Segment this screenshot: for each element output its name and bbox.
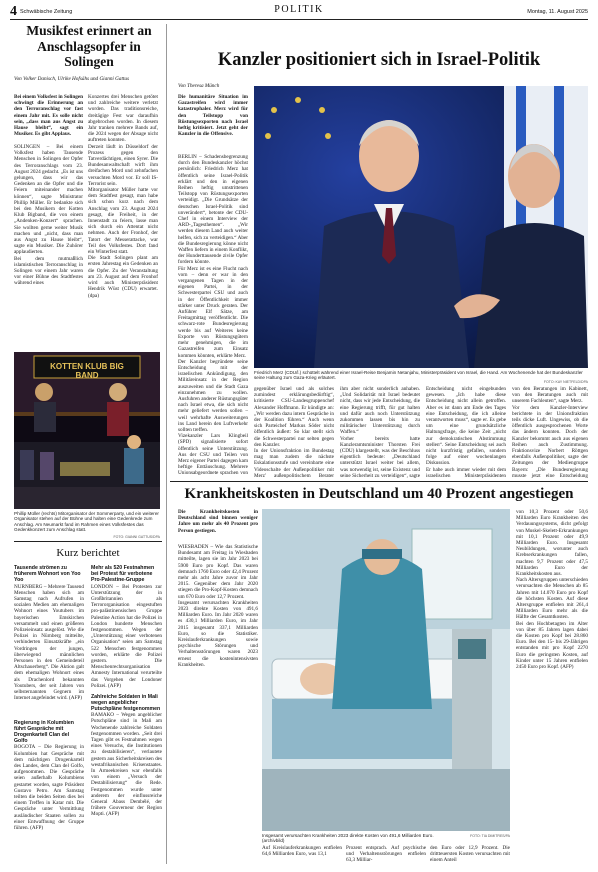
- krankheit-body-col5: von 10,3 Prozent oder 50,6 Milliarden Euro Krankheiten des Verdauungssystems, dicht gefolgt von Muskel-Skelett-Erkrankungen mit 10,1 Prozent oder 49,9 Milliarden Euro. Insgesamt Neubildungen, worunter auch Krebserkrankungen fallen, machten 9,7 Prozent oder 47,5 Milliarden Euro der Krankheitskosten aus. Nach Altersgruppen unterschieden verursachten die Menschen ab 85 Jahren mit 14.070 Euro pro Kopf die höchsten Kosten. Auf diese Altersgruppe entfielen mit 261,4 Milliarden Euro mehr als die Hälfte der Gesamtkosten. Bei den Hochbetagten im Alter von über 85 Jahren lagen dabei die Kosten pro Kopf bei 28.860 Euro. Bei den 15- bis 29-Jährigen entstanden mit pro Kopf 2270 Euro die geringsten Kosten, auf Kinder unter 15 Jahren entfielen 2450 Euro pro Kopf. (AFP): [516, 509, 588, 671]
- israel-body-col2: gegenüber Israel und als solches zumindest erklärungsbedürftig“, kritisierte CSU-Landesgruppenchef Alexander Hoffmann. Er kündigte an: „Wir werden dazu intern Gespräche in der Koalition führen.“ Auch wenn sich Parteichef Markus Söder nicht öffentlich äußert: So klar stellt sich die Schwesterpartei nur selten gegen den Kanzler. In der Unionsfraktion im Bundestag mag man zudem die nächste Eskalationsstufe und vereinbarte eine Videoschalte der Außenpolitiker mit Merz' außenpolitischem Berater: [254, 386, 334, 478]
- solingen-caption: Phillip Müller (rechts) Mitorganisator der Sommerparty, und ein weiterer Organisator stehen auf der Bühne und halten eine Gedenkrede zum Anschlag. Am Neumarkt fand im Rahmen eines Volksfestes das Gedenkkonzert zum Anschlag statt.: [14, 511, 159, 533]
- krankheit-credit: FOTO: TIA DIMITRES/PA: [470, 834, 510, 838]
- solingen-byline: Von Volker Danisch, Ulrike Hofsähs und Gianni Gattus: [14, 76, 129, 82]
- kurz-item-body: BAMAKO – Wegen angeblicher Putschpläne sind in Mali am Wochenende zahlreiche Soldaten festgenommen worden. „Seit drei Tagen gibt es Festnahmen wegen eines Versuchs, die Institutionen zu destabilisieren“, verlautete gestern aus Sicherheitskreisen des westafrikanischen Krisenstaates. In Armeekreisen war ebenfalls von einem „Versuch der Destabilisierung“ die Rede. Festgenommen wurde unter anderem der einflussreiche General Abass Dembélé, der frühere Gouverneur der Region Mopti. (AFP): [91, 712, 162, 818]
- solingen-credit: FOTO: GIANNI GATTUS/DPA: [113, 535, 160, 539]
- israel-credit: FOTO: KAY NIETFELD/DPA: [543, 380, 588, 384]
- israel-body-col1: BERLIN – Schadensbegrenzung durch den Bundeskanzler höchst persönlich: Friedrich Merz hat öffentlich seine Israel-Politik erklärt und den in eigenen Reihen heftig umstrittenen Teilstopp von Rüstungsexporten verteidigt. „Die Grundsätze der deutschen Israel-Politik sind unverändert“, betonte der CDU-Chef in einem Interview der ARD-„Tagesthemen“. „Wir werden diesem Land auch weiter helfen, sich zu verteidigen.“ Aber die Bundesregierung könne nicht Waffen liefern in einem Konflikt, der Hunderttausende zivile Opfer fordern könnte. Für Merz ist es eine Flucht nach vorn – denn er war in den vergangenen Tagen in der eigenen Partei, in der Schwesterpartei CSU und auch in der Öffentlichkeit immer stärker unter Druck geraten. Der Anführer Elf Sätze, am Freitagmittag veröffentlicht. Die schwarz-rote Bundesregierung werde bis auf Weiteres keine Exporte von Rüstungsgütern mehr genehmigen, die im Gazastreifen zum Einsatz kommen könnten, erklärte Merz. Der Kanzler begründete seine Entscheidung mit der israelischen Ankündigung, den Militäreinsatz in der Region auszuweiten und die Stadt Gaza einzunehmen zu wollen. Ausfuhren anderer Rüstungsgüter nach Israel etwa, die sich nicht mehr geliefert werden sollen – weil wehrhafte Ausweiterungen ins Land herein den Luftverkehr sollten treffen. Vizekanzler Lars Klingbeil (SPD) signalisierte sofort öffentlich seine Unterstützung. Aus der CSU und Teilen von Merz eigener Partei dagegen kam heftige Enttäuschung. Mehrere Unionsabgeordnete sprachen von: [178, 154, 248, 476]
- page-number: 4: [10, 4, 17, 19]
- solingen-photo: [14, 352, 160, 509]
- kurz-item-title: Zahlreiche Soldaten in Mali wegen angeblicher Putschpläne festgenommen: [91, 693, 161, 713]
- kurz-heading: Kurz berichtet: [56, 547, 120, 559]
- kurz-col2: [91, 565, 162, 865]
- handshake-illustration: [254, 86, 588, 368]
- kurz-item-title: Tausende strömen zu früherem Wohnort von Yoo Yoo: [14, 565, 81, 584]
- kurz-col1: [14, 565, 84, 865]
- krankheit-headline: Krankheitskosten in Deutschland um 40 Prozent angestiegen: [184, 486, 574, 502]
- hospital-illustration: [262, 509, 510, 831]
- solingen-body-col1: SOLINGEN – Bei einem Volksfest haben Tausende Menschen in Solingen der Opfer des Terroranschlags vom 23. August 2024 gedacht. „Es ist uns gelungen, dass wir das Gedenken an die Opfer und die Feiern miteinander machen können“, sagte Ministrator Phillip Müller. Er bedankte sich bei den Musikern der Kotten Klub Bigband, die von einem „Andenken-Konzert“ sprachen. Sie wollten gerne weiter Musik machen und „nicht, dass man aus Angst zu Hause bleibt“, sagte ein Musiker. Die Zuhörer applaudierten. Bei dem mutmaßlich islamistischen Terroranschlag in Solingen vor einem Jahr waren vor einer Bühne des Stadtfestes während eines: [14, 144, 83, 287]
- israel-lead: Die humanitäre Situation im Gazastreifen wird immer katastrophaler. Merz wird für den Teilstopp von Rüstungsexporten nach Israel heftig kritisiert. Jetzt geht der Kanzler in die Offensive.: [178, 94, 248, 138]
- column-divider: [166, 24, 167, 864]
- israel-body-col5: von den Beratungen im Kabinett, von den Beratungen auch mit unserem Fachleuten“, sagte Merz. Vor dem Kanzler-Interview berichtete in der Unionsfraktion teils dicke Luft. Ungewiss, ob die öffentlich ausgesprochenen Worte das ändern konnten. Doch der Kanzler bekommt auch aus eigenen Reihen auch Zustimmung. Fraktionsvize Norbert Röttgen ebenfalls Außenpolitiker, sagte der Zeitungen der Mediengruppe Bayern: „Die Bundesregierung musste jetzt eine Entscheidung: [512, 386, 588, 478]
- krankheit-body-col3: Prozent entsprach. Auf psychische und Verhaltensstörungen entfielen 63,3 Milliar-: [346, 845, 426, 864]
- krankheit-body-col1: WIESBADEN – Wie das Statistische Bundesamt am Freitag in Wiesbaden mitteilte, lagen sie im Jahr 2023 bei 5900 Euro pro Kopf. Das waren demnach 1760 Euro oder 42,4 Prozent mehr als acht Jahre zuvor im Jahr 2015. Gegenüber dem Jahr 2020 stiegen die Pro-Kopf-Kosten demnach um 670 Euro oder 12,7 Prozent. Insgesamt verursachten Krankheiten 2023 direkte Kosten von 491,6 Milliarden Euro. Im Jahr 2020 waren es 430,1 Milliarden Euro, im Jahr 2015 insgesamt 337,1 Milliarden Euro, so die Statistiker. Kreislauferkrankungen sowie psychische Störungen und Verhaltensstörungen waren 2023 erneut die kostenintensivsten Krankheiten.: [178, 544, 258, 668]
- article-separator: [170, 481, 588, 482]
- solingen-body-col2: Konzertes drei Menschen getötet und zahlreiche weitere verletzt worden. Das traditionsreiche, dreitägige Fest war daraufhin abgebrochen worden. In diesem Jahr tranken mehrere Bands auf, die 2024 wegen der Absage nicht auftreten konnten. Derzeit läuft in Düsseldorf der Prozess gegen den Tatverdächtigen, einen Syrer. Die Bundesanwaltschaft wirft ihm dreifachen Mord und zehnfachen versuchten Mord vor. Er soll IS-Terrorist sein. Mitorganisator Müller hatte vor dem Stadtfest gesagt, man habe sich schon kurz nach dem Anschlag vom 23. August 2024 gesagt, die Freiheit, in der Innenstadt zu feiern, lasse man sich durch ein Attentat nicht nehmen. Auch der Fronhof, der Tatort der Messerattacke, war Teil des Volksfestes. Dort fand ein Winterfest statt. Die Stadt Solingen plant am ersten Jahrestag ein Gedenken an die Opfer. Zu der Veranstaltung am 23. August auf dem Fronhof wird auch Ministerpräsident Hendrik Wüst (CDU) erwartet. (dpa): [88, 94, 158, 299]
- kurz-item-title: Regierung in Kolumbien führt Gespräche mit Drogenkartell Clan del Golfo: [14, 719, 74, 745]
- big-band-sign: KOTTEN KLUB BIG BAND: [50, 362, 124, 380]
- israel-caption: Friedrich Merz (CDU/l.) schüttelt während einer Israel-Reise Benjamin Netanjahu, Ministerpräsident von Israel, die Hand. Am Wochenende hat der Bundeskanzler seine Haltung zum Gaza-Krieg erläutert.: [254, 370, 583, 381]
- kurz-rule: [14, 541, 162, 542]
- israel-byline: Von Theresa Münch: [178, 83, 220, 89]
- krankheit-body-col4: den Euro oder 12,9 Prozent. Die drittteuersten Kosten verursachten mit einem Anteil: [430, 845, 510, 864]
- krankheit-body-col2: Auf Kreislauferkrankungen entfielen 64,6 Milliarden Euro, was 13,1: [262, 845, 342, 858]
- kurz-item-body: LONDON – Bei Protesten zur Unterstützung der in Großbritannien als Terrororganisation eingestuften pro-palästinensischen Gruppe Palestine Action hat die Polizei in London hunderte Menschen festgenommen. Wegen der „Unterstützung einer verbotenen Organisation“ seien am Samstag 522 Menschen festgenommen worden, erklärte die Polizei gestern. Die Menschenrechtsorganisation Amnesty International verurteilte das Vorgehen der Londoner Polizei. (AFP): [91, 583, 162, 689]
- israel-body-col3: ihm aber nicht sonderlich anhaben. „Und Solidarität mit Israel bedeutet nicht, dass wir jede Entscheidung, die eine Regierung trifft, für gut halten und dafür auch noch Unterstützung zukommen lassen bis hin zu militärischer Unterstützung durch Waffen.“ Vorher bereits hatte Kanzleramtsminister Thorsten Frei (CDU) klargestellt, was der Beschluss eigentlich bedeute: „Deutschland unterstützt Israel weiter bei allem, was notwendig ist, seine Existenz und seine Sicherheit zu verteidigen“, sagte: [340, 386, 420, 478]
- kurz-item-body: NÜRNBERG – Mehrere Tausend Menschen haben sich am Samstag nach Aufrufen in sozialen Medien am ehemaligen Wohnort eines Youtubers im bayerischen Emskirchen versammelt und einen größeren Polizeieinsatz ausgelöst. Wie die Polizei in Nürnberg mitteilte, verhinderten Einsatzkräfte „ein Vordringen der jungen, überwiegend männlichen Personen in den Gemeindeteil Altschauerberg“. Die Aktion galt dem ehemaligen Wohnort eines als Drachenlord bekannten Youtubers, der seit Jahren von selbsternannten Gegnern im Internet angefeindet wird. (AFP): [14, 583, 84, 702]
- header-rule: [10, 19, 588, 20]
- kurz-item-body: BOGOTA – Die Regierung in Kolumbien hat Gespräche mit dem mächtigen Drogenkartell des Landes, dem Clan del Golfo, aufgenommen. Die Gespräche seien außerhalb Kolumbiens gestartet worden, sagte Präsident Gustavo Petro. Am Samstag teilten die beiden Seiten dies bei einem Treffen in Katar mit. Die Gespräche unter Vermittlung ausländischer Staaten sollen zu einer Entwaffnung der Gruppe führen. (AFP): [14, 744, 84, 832]
- hospital-photo: [262, 509, 510, 831]
- kurz-item-title: Mehr als 520 Festnahmen bei Protest für verbotene Pro-Palestine-Gruppe: [91, 565, 155, 584]
- paper-name: Schwäbische Zeitung: [20, 9, 73, 15]
- solingen-headline: Musikfest erinnert an Anschlagsopfer in Solingen: [26, 23, 152, 69]
- solingen-lead: Bei einem Volksfest in Solingen schwingt die Erinnerung an den Terroranschlag vor fast einem Jahr mit. Es solle nicht sein, „dass man aus Angst zu Hause bleibt“, sagt ein Musiker. Es gibt Applaus.: [14, 94, 83, 138]
- issue-date: Montag, 11. August 2025: [527, 9, 588, 15]
- israel-headline: Kanzler positioniert sich in Israel-Politik: [217, 50, 541, 70]
- section-title: POLITIK: [274, 4, 324, 15]
- krankheit-lead: Die Krankheitskosten in Deutschland sind binnen weniger Jahre um mehr als 40 Prozent pro Person gestiegen.: [178, 509, 258, 534]
- merz-netanyahu-photo: [254, 86, 588, 368]
- israel-body-col4: Entscheidung nicht eingebunden gewesen. „Ich habe diese Entscheidung nicht allein getroffen. Aber es ist dann am Ende des Tages eine Entscheidung, die ich alleine verantworten muss“, sagte er. Es gebe um eine grundsätzliche Haltungsfrage, die keine Zeit „nicht zur demokratischen Abstimmung stellen“. Seine Entscheidung sei auch nicht kurzfristig gefallen, sondern folge auf einer wochenlangen Diskussion. Er habe auch immer wieder mit dem israelischen Ministerpräsidenten: [426, 386, 506, 478]
- krankheit-caption: Insgesamt verursachten Krankheiten 2023 direkte Kosten von 491,6 Milliarden Euro. (archivbild): [262, 833, 434, 844]
